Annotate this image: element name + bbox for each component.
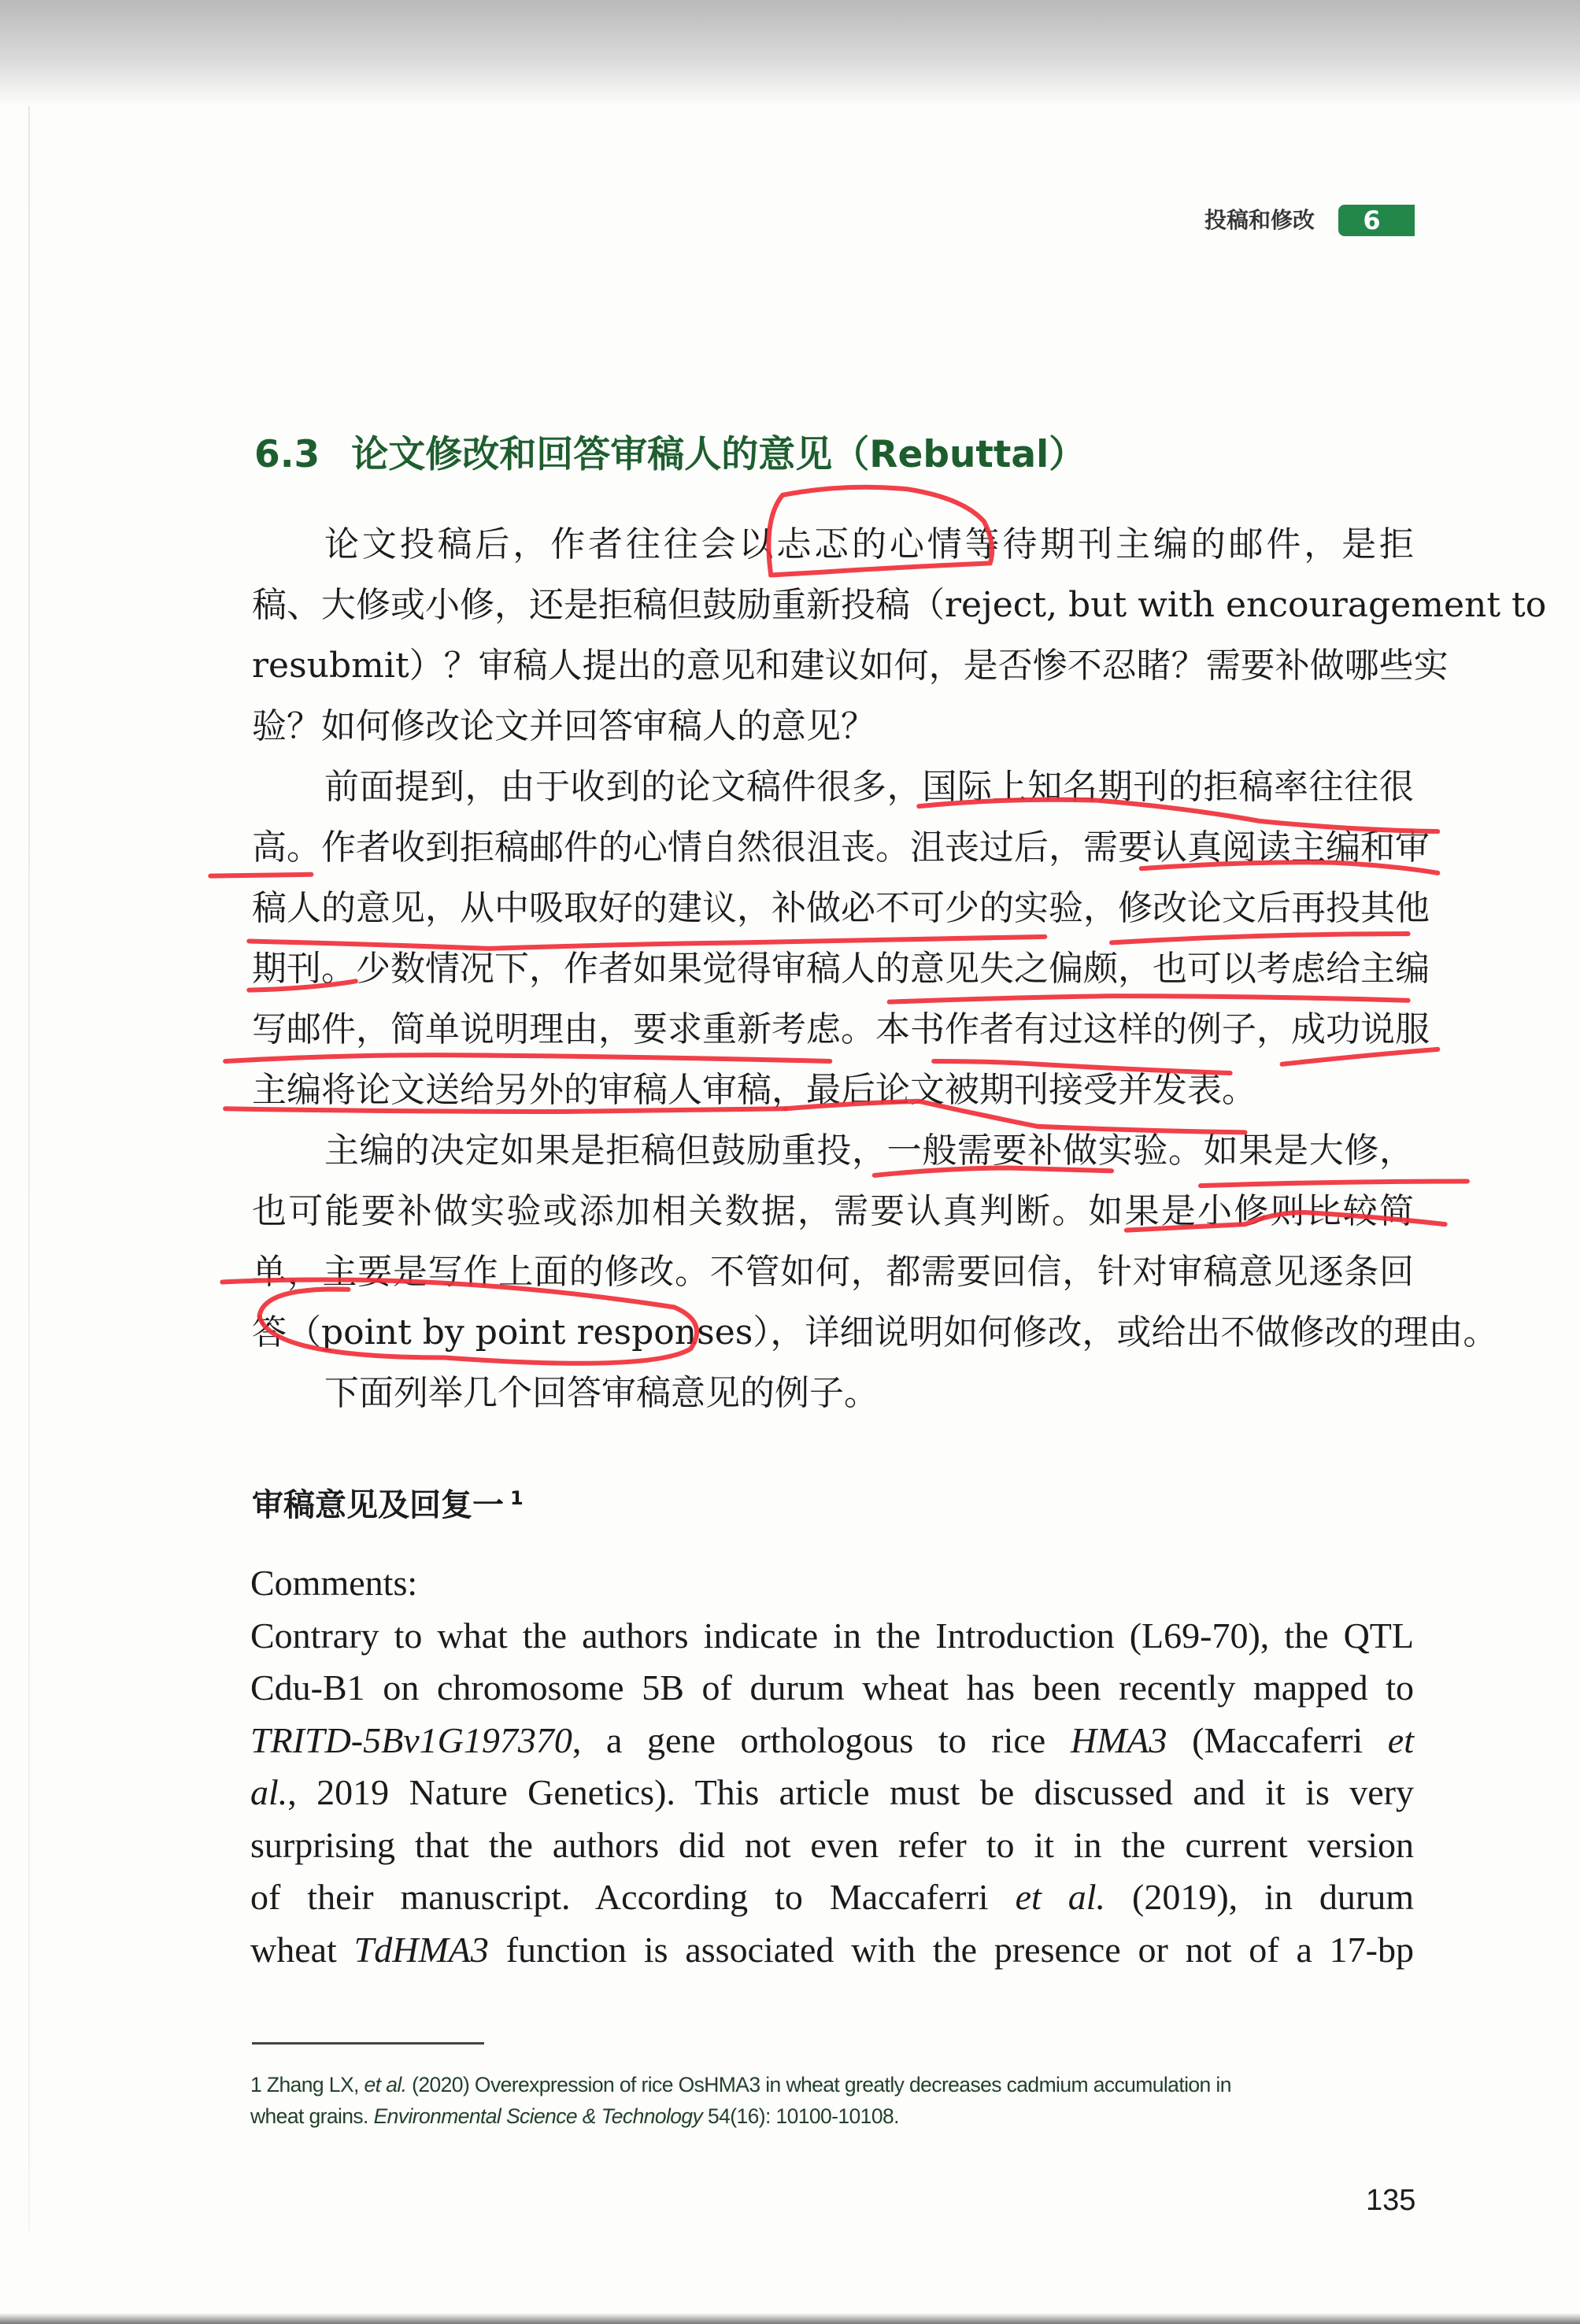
footnote-reference: 1 bbox=[510, 1486, 524, 1509]
footnote-text: 54(16): 10100-10108. bbox=[702, 2104, 899, 2128]
footnote-line bbox=[250, 2100, 1431, 2132]
footnote-text: 1 Zhang LX, bbox=[250, 2073, 364, 2096]
example-title: 审稿意见及回复一 bbox=[252, 1487, 504, 1523]
comment-italic-text: TdHMA3 bbox=[353, 1929, 489, 1970]
section-heading bbox=[254, 425, 1086, 478]
comment-line bbox=[250, 1715, 1414, 1767]
comment-text: surprising that the authors did not even refer to it in the current version bbox=[250, 1824, 1414, 1865]
body-line: 验？如何修改论文并回答审稿人的意见？ bbox=[252, 706, 875, 746]
body-line: 论文投稿后，作者往往会以忐忑的心情等待期刊主编的邮件，是拒 bbox=[324, 524, 1414, 564]
chapter-badge: 6 bbox=[1338, 205, 1415, 236]
comment-text: , a gene orthologous to rice bbox=[572, 1719, 1071, 1760]
comment-line bbox=[250, 1924, 1414, 1977]
comment-text: of their manuscript. According to Maccaferri bbox=[250, 1877, 1016, 1917]
comments-label: Comments: bbox=[250, 1563, 418, 1603]
comment-text: (2019), in durum bbox=[1105, 1877, 1415, 1917]
footnote-italic-text: Environmental Science & Technology bbox=[373, 2104, 703, 2128]
section-title: 论文修改和回答审稿人的意见（Rebuttal） bbox=[351, 433, 1086, 476]
body-line: 主编的决定如果是拒稿但鼓励重投，一般需要补做实验。如果是大修， bbox=[324, 1131, 1414, 1171]
footnote-text: wheat grains. bbox=[250, 2104, 374, 2128]
comment-text: function is associated with the presence or not of a 17-bp bbox=[488, 1929, 1414, 1970]
body-line: 单，主要是写作上面的修改。不管如何，都需要回信，针对审稿意见逐条回 bbox=[252, 1252, 1414, 1292]
comment-italic-text: et bbox=[1387, 1719, 1414, 1760]
body-line: resubmit）？审稿人提出的意见和建议如何，是否惨不忍睹？需要补做哪些实 bbox=[252, 646, 1449, 686]
body-text bbox=[252, 514, 1547, 1423]
comment-line bbox=[250, 1767, 1414, 1819]
body-line: 下面列举几个回答审稿意见的例子。 bbox=[324, 1373, 879, 1413]
comment-italic-text: al. bbox=[250, 1772, 288, 1812]
comment-text: (Maccaferri bbox=[1167, 1719, 1388, 1760]
scan-top-shadow bbox=[0, 0, 1580, 106]
comment-italic-text: et al. bbox=[1015, 1877, 1106, 1917]
footnote-rule bbox=[252, 2042, 484, 2045]
body-line: 期刊。少数情况下，作者如果觉得审稿人的意见失之偏颇，也可以考虑给主编 bbox=[252, 949, 1430, 989]
footnote-line bbox=[250, 2069, 1431, 2100]
footnote-text: (2020) Overexpression of rice OsHMA3 in wheat greatly decreases cadmium accumulation in bbox=[406, 2073, 1231, 2096]
body-line: 也可能要补做实验或添加相关数据，需要认真判断。如果是小修则比较简 bbox=[252, 1191, 1414, 1231]
comment-text: , 2019 Nature Genetics). This article must be discussed and it is very bbox=[287, 1772, 1414, 1812]
body-line: 答（point by point responses），详细说明如何修改，或给出不做修改的理由。 bbox=[252, 1312, 1498, 1353]
comment-text: Contrary to what the authors indicate in the Introduction (L69-70), the QTL bbox=[250, 1615, 1414, 1656]
body-line: 前面提到，由于收到的论文稿件很多，国际上知名期刊的拒稿率往往很 bbox=[324, 767, 1414, 807]
comment-line bbox=[250, 1662, 1414, 1715]
comment-line bbox=[250, 1871, 1414, 1924]
example-heading bbox=[252, 1480, 524, 1525]
comment-italic-text: TRITD-5Bv1G197370 bbox=[250, 1719, 572, 1760]
scan-left-edge bbox=[28, 106, 30, 2232]
body-line: 高。作者收到拒稿邮件的心情自然很沮丧。沮丧过后，需要认真阅读主编和审 bbox=[252, 827, 1430, 868]
body-line: 稿人的意见，从中吸取好的建议，补做必不可少的实验，修改论文后再投其他 bbox=[252, 888, 1430, 928]
page-number: 135 bbox=[1366, 2184, 1416, 2217]
body-line: 稿、大修或小修，还是拒稿但鼓励重新投稿（reject, but with encouragement to bbox=[252, 585, 1547, 625]
body-line: 主编将论文送给另外的审稿人审稿，最后论文被期刊接受并发表。 bbox=[252, 1070, 1256, 1110]
section-number: 6.3 bbox=[254, 433, 320, 476]
comment-text: Cdu-B1 on chromosome 5B of durum wheat has been recently mapped to bbox=[250, 1667, 1414, 1708]
comment-italic-text: HMA3 bbox=[1070, 1719, 1167, 1760]
comment-line bbox=[250, 1610, 1414, 1663]
footnote-italic-text: et al. bbox=[364, 2073, 407, 2096]
body-line: 写邮件，简单说明理由，要求重新考虑。本书作者有过这样的例子，成功说服 bbox=[252, 1009, 1430, 1049]
comments-block bbox=[250, 1557, 1414, 1976]
footnote bbox=[250, 2069, 1431, 2132]
running-header-title: 投稿和修改 bbox=[1204, 207, 1315, 233]
comment-text: wheat bbox=[250, 1929, 354, 1970]
scan-bottom-edge bbox=[0, 2313, 1580, 2324]
comment-line bbox=[250, 1819, 1414, 1872]
